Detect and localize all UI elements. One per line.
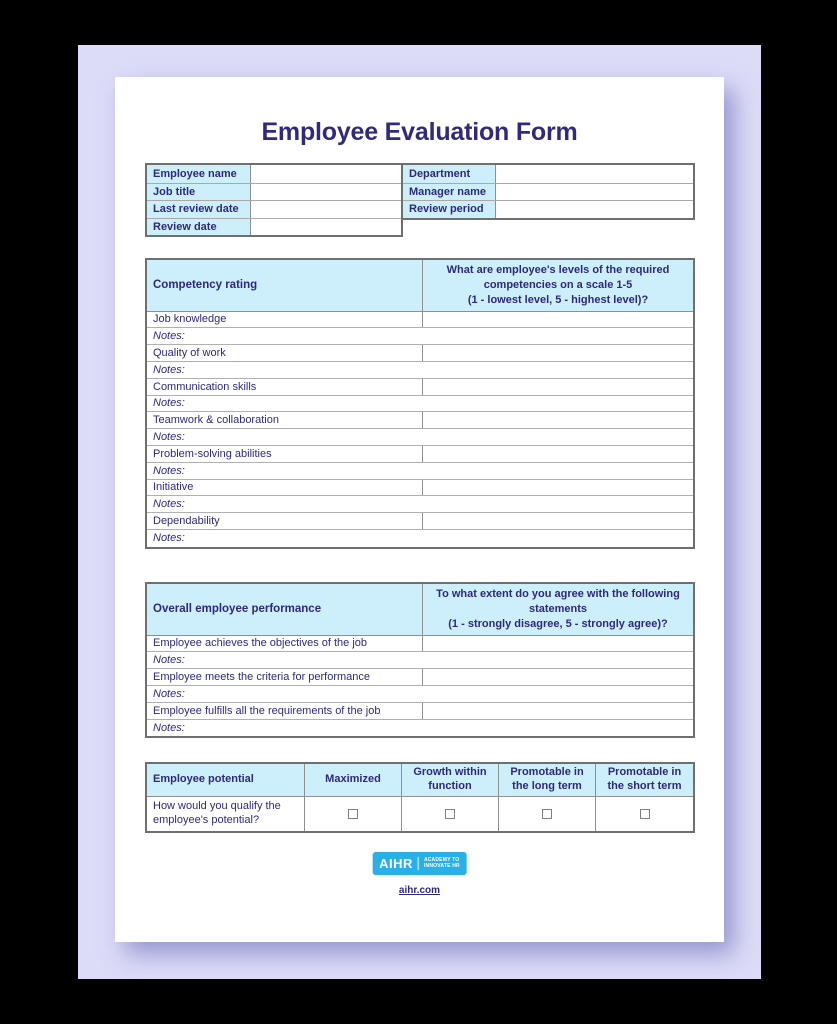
competency-label: Problem-solving abilities <box>147 446 423 462</box>
performance-scale-legend: (1 - strongly disagree, 5 - strongly agree)? <box>448 617 668 630</box>
info-table-right <box>403 163 695 220</box>
last-review-date-label: Last review date <box>147 201 251 218</box>
employee-potential-table <box>145 762 695 833</box>
table-row <box>403 183 693 201</box>
competency-label: Initiative <box>147 480 423 496</box>
notes-label: Notes: <box>153 464 185 477</box>
manager-name-field[interactable] <box>496 184 693 201</box>
notes-field[interactable] <box>147 429 693 446</box>
aihr-logo-tagline <box>424 858 460 869</box>
review-date-label: Review date <box>147 219 251 236</box>
table-row <box>147 669 693 686</box>
aihr-logo-wordmark: AIHR <box>379 856 413 871</box>
notes-label: Notes: <box>153 721 185 734</box>
teamwork-collaboration-rating-field[interactable] <box>423 412 693 428</box>
competency-scale-question-text: What are employee's levels of the required competencies on a scale 1-5 <box>446 264 670 291</box>
logo-divider <box>418 857 419 870</box>
notes-field[interactable] <box>147 720 693 737</box>
job-knowledge-rating-field[interactable] <box>423 312 693 328</box>
employee-potential-heading: Employee potential <box>147 764 305 796</box>
checkbox-promotable-long-term[interactable] <box>542 809 552 819</box>
notes-field[interactable] <box>147 686 693 703</box>
performance-statement: Employee meets the criteria for performance <box>147 669 423 685</box>
tagline-line1: ACADEMY TO <box>423 857 460 863</box>
table-row <box>147 183 401 201</box>
notes-label: Notes: <box>153 654 185 667</box>
checkbox-growth-within-function[interactable] <box>445 809 455 819</box>
notes-label: Notes: <box>153 431 185 443</box>
option-maximized-header: Maximized <box>305 764 402 796</box>
table-row <box>147 412 693 429</box>
notes-field[interactable] <box>147 328 693 345</box>
review-period-label: Review period <box>403 201 496 218</box>
competency-table-header <box>147 260 693 312</box>
aihr-website-link[interactable]: aihr.com <box>398 885 441 896</box>
notes-field[interactable] <box>147 530 693 547</box>
table-row <box>403 200 693 218</box>
employee-name-field[interactable] <box>251 165 401 183</box>
manager-name-label: Manager name <box>403 184 496 201</box>
table-row <box>147 379 693 396</box>
performance-statement: Employee achieves the objectives of the job <box>147 636 423 652</box>
tagline-line2: INNOVATE HR <box>423 862 460 869</box>
competency-label: Dependability <box>147 513 423 529</box>
competency-label: Communication skills <box>147 379 423 395</box>
competency-label: Teamwork & collaboration <box>147 412 423 428</box>
competency-label: Job knowledge <box>147 312 423 328</box>
initiative-rating-field[interactable] <box>423 480 693 496</box>
table-row <box>147 513 693 530</box>
notes-label: Notes: <box>153 330 185 343</box>
competency-rating-heading: Competency rating <box>147 260 423 311</box>
competency-rating-table <box>145 258 695 549</box>
footer-link-row <box>115 880 724 898</box>
aihr-logo <box>372 852 467 875</box>
notes-label: Notes: <box>153 532 185 545</box>
checkbox-maximized[interactable] <box>348 809 358 819</box>
form-page <box>115 77 724 942</box>
review-period-field[interactable] <box>496 201 693 218</box>
objectives-rating-field[interactable] <box>423 636 693 652</box>
competency-label: Quality of work <box>147 345 423 361</box>
table-row <box>147 797 693 831</box>
checkbox-promotable-short-term[interactable] <box>640 809 650 819</box>
checkbox-cell <box>305 797 402 831</box>
employee-name-label: Employee name <box>147 165 251 183</box>
criteria-rating-field[interactable] <box>423 669 693 685</box>
notes-label: Notes: <box>153 397 185 410</box>
table-row <box>147 312 693 329</box>
checkbox-cell <box>402 797 499 831</box>
department-label: Department <box>403 165 496 183</box>
potential-table-header <box>147 764 693 797</box>
employee-info-table <box>145 163 695 237</box>
notes-label: Notes: <box>153 363 185 376</box>
job-title-label: Job title <box>147 184 251 201</box>
requirements-rating-field[interactable] <box>423 703 693 719</box>
performance-scale-question-text: To what extent do you agree with the following statements <box>436 588 680 615</box>
table-row <box>147 703 693 720</box>
table-row <box>147 446 693 463</box>
notes-field[interactable] <box>147 463 693 480</box>
notes-field[interactable] <box>147 362 693 379</box>
performance-table-header <box>147 584 693 636</box>
problem-solving-rating-field[interactable] <box>423 446 693 462</box>
notes-label: Notes: <box>153 687 185 700</box>
option-promotable-short-header: Promotable in the short term <box>607 766 682 792</box>
option-growth-header: Growth within function <box>402 764 499 796</box>
notes-field[interactable] <box>147 652 693 669</box>
lavender-mat <box>78 45 761 979</box>
table-row <box>147 636 693 653</box>
job-title-field[interactable] <box>251 184 401 201</box>
checkbox-cell <box>499 797 596 831</box>
page-title: Employee Evaluation Form <box>261 118 578 146</box>
table-row <box>147 200 401 218</box>
performance-statement: Employee fulfills all the requirements of the job <box>147 703 423 719</box>
notes-field[interactable] <box>147 396 693 413</box>
table-row <box>147 218 401 236</box>
competency-scale-legend: (1 - lowest level, 5 - highest level)? <box>467 293 649 306</box>
competency-scale-question <box>423 260 693 311</box>
table-row <box>147 480 693 497</box>
performance-scale-question <box>423 584 693 635</box>
option-promotable-long-header: Promotable in the long term <box>499 764 596 796</box>
checkbox-cell <box>596 797 693 831</box>
overall-performance-heading: Overall employee performance <box>147 584 423 635</box>
communication-skills-rating-field[interactable] <box>423 379 693 395</box>
dependability-rating-field[interactable] <box>423 513 693 529</box>
overall-performance-table <box>145 582 695 738</box>
review-date-field[interactable] <box>251 219 401 236</box>
notes-field[interactable] <box>147 496 693 513</box>
table-row <box>147 165 401 183</box>
quality-of-work-rating-field[interactable] <box>423 345 693 361</box>
notes-label: Notes: <box>153 498 185 511</box>
table-row <box>403 165 693 183</box>
info-table-left <box>145 163 403 237</box>
potential-question: How would you qualify the employee's potential? <box>147 797 305 831</box>
last-review-date-field[interactable] <box>251 201 401 218</box>
department-field[interactable] <box>496 165 693 183</box>
table-row <box>147 345 693 362</box>
